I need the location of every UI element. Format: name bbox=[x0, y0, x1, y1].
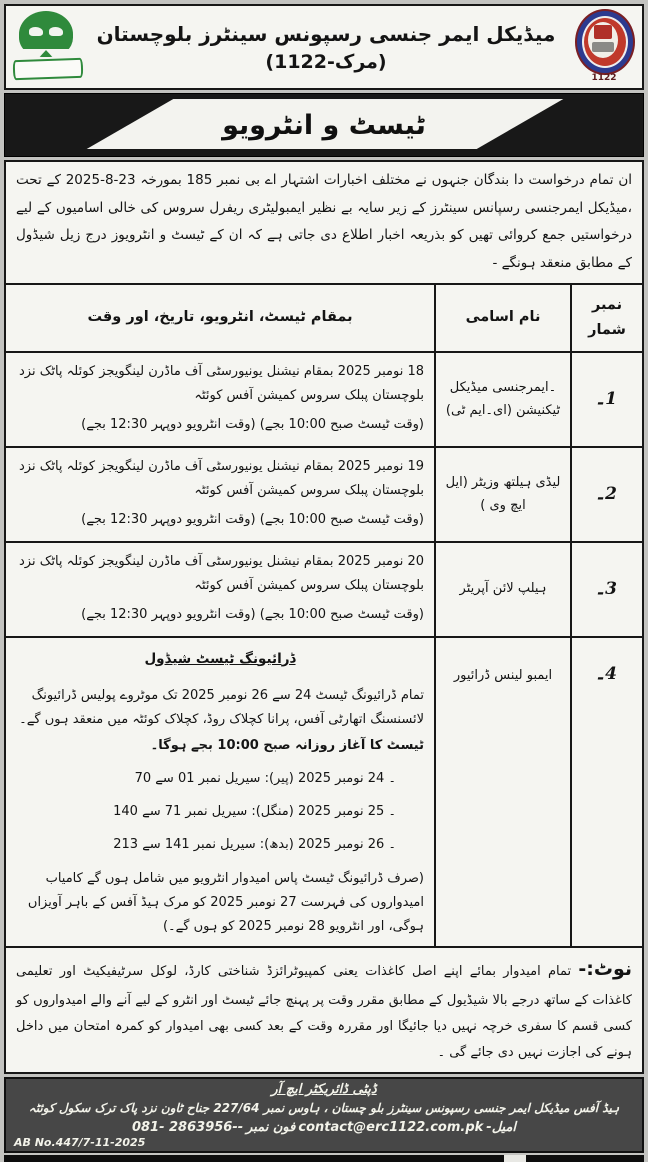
emblem-arch-icon bbox=[19, 11, 73, 57]
banner bbox=[4, 93, 644, 157]
org-title: میڈیکل ایمر جنسی رسپونس سینٹرز بلوچستان bbox=[96, 21, 556, 46]
badge-shield-icon bbox=[594, 25, 612, 39]
note-section bbox=[4, 946, 644, 1074]
row1-times: (وقت ٹیسٹ صبح 10:00 بجے) (وقت انٹرویو دوپہر 12:30 بجے) bbox=[81, 416, 424, 432]
camel-icon bbox=[49, 27, 63, 36]
row4-serial bbox=[572, 638, 642, 946]
row3-details bbox=[6, 543, 436, 636]
phone-label: فون نمبر bbox=[246, 1119, 296, 1135]
row1-location: 18 نومبر 2025 بمقام نیشنل یونیورسٹی آف ماڈرن لینگویجز کوئلہ پاٹک نزد بلوچستان پبلک سروس کمیشن آفس کوئٹہ bbox=[18, 363, 424, 403]
row1-details bbox=[6, 353, 436, 446]
table-row bbox=[6, 448, 642, 543]
header-titles bbox=[81, 22, 571, 73]
ad-reference-number: AB No.447/7-11-2025 bbox=[14, 1135, 146, 1149]
row4-paragraph: تمام ڈرائیونگ ٹیسٹ 24 سے 26 نومبر 2025 تک موٹروے پولیس ڈرائیونگ لائسنسنگ اتھارٹی آفس، پرانا کچلاک روڈ، کچلاک کوئٹہ میں منعقد ہوں گے۔ bbox=[19, 687, 424, 727]
table-row bbox=[6, 638, 642, 946]
intro-paragraph: ان تمام درخواست دا بندگان جنہوں نے مختلف اخبارات اشتہار اے بی نمبر 185 بمورخہ 23-8-2025 کے تحت ،میڈیکل ایمرجنسی رسپانس سینٹرز کے زیر سایہ بے نظیر ایمبولیٹری ریفرل سروس کی خالی اسامیوں کے لیے درخواستیں جمع کروائی تھیں کو بذریعہ اخبار اطلاع دی جاتی ہے کہ ان کے ٹیسٹ و انٹرویوز درج زیل شیڈول کے مطابق منعقد ہونگے - bbox=[4, 160, 644, 285]
rescue-1122-logo bbox=[571, 7, 637, 87]
bottom-border-strip bbox=[4, 1155, 644, 1162]
driving-test-schedule-heading: ڈرائیونگ ٹیسٹ شیڈول bbox=[144, 650, 296, 667]
row2-times: (وقت ٹیسٹ صبح 10:00 بجے) (وقت انٹرویو دوپہر 12:30 بجے) bbox=[81, 511, 424, 527]
note-label: نوٹ:- bbox=[578, 958, 632, 981]
banner-title: ٹیسٹ و انٹرویو bbox=[222, 109, 426, 141]
row3-times: (وقت ٹیسٹ صبح 10:00 بجے) (وقت انٹرویو دوپہر 12:30 بجے) bbox=[81, 606, 424, 622]
email-address: contact@erc1122.com.pk bbox=[298, 1119, 484, 1135]
schedule-line: ۔ 26 نومبر 2025 (بدھ): سیریل نمبر 141 سے 213 bbox=[113, 836, 396, 852]
emblem-scroll-banner bbox=[13, 58, 84, 80]
serial-mark: - bbox=[597, 393, 605, 414]
footer bbox=[4, 1077, 644, 1153]
schedule-table bbox=[4, 283, 644, 948]
serial-mark: - bbox=[597, 667, 605, 688]
row3-post: ہیلپ لائن آپریٹر bbox=[436, 543, 572, 636]
serial-mark: - bbox=[597, 488, 605, 509]
row4-note: (صرف ڈرائیونگ ٹیسٹ پاس امیدوار انٹرویو میں شامل ہوں گے کامیاب امیدواروں کی فہرست 27 نومبر 2025 کو مرک ہیڈ آفس کے باہر آویزاں ہوگی، اور انٹرویو 28 نومبر 2025 کو ہوں گے۔) bbox=[27, 870, 424, 935]
row1-post: ۔ایمرجنسی میڈیکل ٹیکنیشن (ای۔ایم ٹی) bbox=[436, 353, 572, 446]
row1-serial bbox=[572, 353, 642, 446]
row4-details bbox=[6, 638, 436, 946]
row4-start-time: ٹیسٹ کا آغاز روزانہ صبح 10:00 بجے ہوگا۔ bbox=[150, 737, 424, 753]
header-post: نام اسامی bbox=[436, 285, 572, 351]
head-office-address: ہیڈ آفس میڈیکل ایمر جنسی رسپونس سینٹرز بلو چستان ، ہاوس نمبر 227/64 جناح ٹاون نزد پاک ترک سکول کوئٹہ bbox=[28, 1101, 620, 1116]
serial-number: 3 bbox=[605, 579, 617, 600]
note-text: تمام امیدوار بمائے اپنے اصل کاغذات یعنی کمپیوٹرائزڈ شناختی کارڈ، لوکل سرٹیفیکیٹ اور تعلیمی کاغذات کے ساتھ درجے بالا شیڈیول کے مطابق مقرر وقت پر پہنچ جائے ٹیسٹ اور انٹرو کے لیے آنے والے امیدواروں کو کسی قسم کا سفری خرچہ نہیں دیا جائیگا اور مقررہ وقت کے بعد کسی بھی امیدوار کو کمرہ امتحان میں داخل ہونے کی اجازت نہیں دی جائے گی ۔ bbox=[16, 964, 632, 1061]
newspaper-ad-page bbox=[4, 0, 644, 1162]
serial-number: 1 bbox=[605, 389, 617, 410]
header-details: بمقام ٹیسٹ، انٹرویو، تاریخ، اور وقت bbox=[6, 285, 436, 351]
row3-serial bbox=[572, 543, 642, 636]
balochistan-emblem-logo bbox=[11, 9, 81, 85]
row4-post: ایمبو لینس ڈرائیور bbox=[436, 638, 572, 946]
row3-location: 20 نومبر 2025 بمقام نیشنل یونیورسٹی آف ماڈرن لینگویجز کوئلہ پاٹک نزد بلوچستان پبلک سروس کمیشن آفس کوئٹہ bbox=[18, 553, 424, 593]
strip-gap bbox=[504, 1155, 526, 1162]
serial-mark: - bbox=[597, 583, 605, 604]
ambulance-icon bbox=[592, 42, 614, 52]
header-serial: نمبر شمار bbox=[588, 297, 626, 338]
schedule-line: ۔ 25 نومبر 2025 (منگل): سیریل نمبر 71 سے 140 bbox=[113, 803, 396, 819]
org-subtitle: (مرک-1122) bbox=[265, 50, 387, 73]
row2-serial bbox=[572, 448, 642, 541]
row2-location: 19 نومبر 2025 بمقام نیشنل یونیورسٹی آف ماڈرن لینگویجز کوئلہ پاٹک نزد بلوچستان پبلک سروس کمیشن آفس کوئٹہ bbox=[18, 458, 424, 498]
table-header-row bbox=[6, 285, 642, 353]
table-row bbox=[6, 543, 642, 638]
serial-number: 2 bbox=[605, 484, 617, 505]
row2-details bbox=[6, 448, 436, 541]
camel-icon bbox=[29, 27, 43, 36]
row2-post: لیڈی ہیلتھ وزیٹر (ایل ایچ وی ) bbox=[436, 448, 572, 541]
signature-title: ڈپٹی ڈائریکٹر ایچ آر bbox=[271, 1082, 377, 1098]
header bbox=[4, 4, 644, 90]
serial-number: 4 bbox=[605, 663, 617, 684]
email-label: امیل- bbox=[486, 1119, 517, 1135]
badge-number: 1122 bbox=[591, 73, 617, 83]
schedule-line: ۔ 24 نومبر 2025 (پیر): سیریل نمبر 01 سے 70 bbox=[134, 770, 396, 786]
table-row bbox=[6, 353, 642, 448]
contact-line bbox=[14, 1120, 634, 1135]
phone-number: 081- 2863956-- bbox=[131, 1119, 244, 1135]
